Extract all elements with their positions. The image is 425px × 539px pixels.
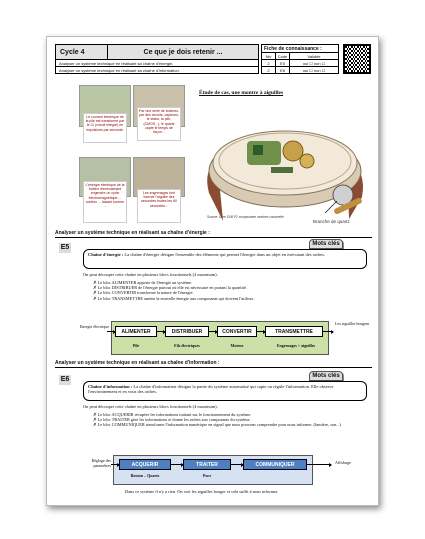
block-distribuer: DISTRIBUER (165, 326, 209, 337)
fiche-niv: 2 (262, 67, 276, 74)
label-engrenages: Engrenages + aiguilles (276, 343, 316, 348)
definition-chaine-energie (83, 249, 367, 269)
section-energie-title (55, 230, 372, 238)
fiche-code: E6 (276, 67, 290, 74)
photo-collage (79, 85, 185, 227)
fiche-row (262, 67, 338, 74)
label-moteur: Moteur (230, 343, 244, 348)
block-communiquer: COMMUNIQUER (243, 459, 307, 470)
arrow-right-icon (231, 464, 243, 465)
list-item: ✗ Le bloc CONVERTIR transforme la nature de l'énergie. (93, 290, 194, 296)
note-pile: Le courant électrique de la pile est transformé par le CI (circuit intégré) en impulsions par seconde. (83, 113, 127, 143)
chain-energy-output: Les aiguilles bougent (335, 321, 370, 326)
arrow-right-icon (257, 331, 265, 332)
arrow-right-icon (111, 464, 119, 465)
e5-intro: On peut découper cette chaîne en plusieurs blocs fonctionnels (4 maximum). (83, 272, 218, 277)
chain-info-input: Réglage des paramètres (91, 458, 111, 468)
e6-footer: Dans ce système il n'y a rien. On voit les aiguilles bouger et cela suffit à nous informer. (125, 489, 279, 494)
document-sheet (46, 36, 379, 506)
list-item: ✗ Le bloc DISTRIBUER de l'énergie partout où elle est nécessaire en portant la quantité. (93, 285, 247, 291)
fiche-title: Fiche de connaissance : (262, 45, 338, 53)
block-alimenter: ALIMENTER (115, 326, 157, 337)
section-energie-label: Analyser un système technique en réalisant sa chaîne d'énergie : (55, 230, 210, 236)
bullet-text: Le bloc CONVERTIR transforme la nature de l'énergie. (97, 290, 194, 296)
fiche-row (262, 60, 338, 67)
etude-title: Étude de cas, une montre à aiguilles (199, 90, 284, 96)
label-puce: Puce (202, 473, 212, 478)
bullet-text: Le bloc TRAITER gère les informations et donne les ordres aux composants du système. (97, 417, 251, 423)
block-acquerir: ACQUERIR (119, 459, 171, 470)
image-source: Source: Livre SVB P2 composante montres casserelle (207, 215, 284, 219)
fiche-niv: 2 (262, 60, 276, 66)
chain-energy-input: Energie électrique (79, 324, 109, 329)
definition-text: La chaîne d'énergie désigne l'ensemble des éléments qui permet l'énergie dans un objet en exécutant des ordres. (124, 252, 325, 257)
objective-1: Analyser un système technique en réalisant sa chaîne d'énergie. (55, 60, 259, 67)
fiche-col-validee: Validée (307, 54, 321, 59)
label-fils: Fils électriques (174, 343, 200, 348)
page-title: Ce que je dois retenir ... (143, 48, 223, 56)
arrow-right-icon (157, 331, 165, 332)
objective-2: Analyser un système technique en réalisant sa chaîne d'information. (55, 67, 259, 74)
list-item: ✗ Le bloc TRAITER gère les informations et donne les ordres aux composants du système. (93, 417, 251, 423)
definition-text: La chaîne d'information désigne la partie du système automatisé qui capte ou régule l'information. Elle observe l'environnement et en vous des ordres. (88, 384, 334, 395)
e6-bullets (93, 412, 369, 428)
bullet-text: Le bloc TRANSMETTRE amène la nouvelle énergie aux composants qui doivent l'utiliser. (97, 295, 254, 301)
list-item: ✗ Le bloc COMMUNIQUER transforme l'information numérique en signal que nous pouvons comprendre pour nous informer. (lumière, son...) (93, 422, 341, 428)
list-item: ✗ Le bloc ALIMENTER apporte de l'énergie au système. (93, 280, 193, 285)
e5-mark: E5 (60, 244, 70, 251)
arrow-right-icon (323, 331, 333, 332)
fiche-col-niv: Niv (262, 53, 276, 59)
mots-cles-e5: Mots clés (309, 239, 343, 249)
fiche-header-row (262, 53, 338, 60)
arrow-right-icon (307, 464, 331, 465)
definition-chaine-information (83, 381, 367, 401)
section-divider (55, 237, 372, 238)
note-engrenages: Les engrenages font tourner l'aiguille des secondes toutes les 60 secondes... (137, 189, 181, 223)
label-pile: Pile (132, 343, 140, 348)
section-information-title (55, 360, 372, 368)
mots-cles-e6: Mots clés (309, 371, 343, 381)
header-title-bar (55, 44, 259, 60)
fiche-connaissance (261, 44, 339, 74)
bullet-text: Le bloc DISTRIBUER de l'énergie partout où elle est nécessaire en portant la quantité. (97, 285, 247, 291)
block-transmettre: TRANSMETTRE (265, 326, 323, 337)
chain-info-output: Affichage (335, 460, 351, 465)
arrow-right-icon (107, 331, 115, 332)
arrow-right-icon (171, 464, 183, 465)
block-convertir: CONVERTIR (217, 326, 257, 337)
e6-mark: E6 (60, 376, 70, 383)
fiche-valide[interactable]: oui ☐ non ☐ (302, 61, 326, 66)
arrow-right-icon (209, 331, 217, 332)
note-quartz: Par une série de bobines, par des circuits, capteurs, le stator, la pile, (CMOS...), le quartz capte le temps de façon... (137, 107, 181, 141)
definition-term: Chaîne d'énergie : (88, 252, 124, 257)
label-bouton-quartz: Bouton – Quartz (130, 473, 160, 478)
section-divider (55, 367, 372, 368)
section-information-label: Analyser un système technique en réalisant sa chaîne d'information : (55, 360, 220, 366)
definition-term: Chaîne d'information : (88, 384, 133, 389)
fiche-col-code: Code (276, 53, 290, 59)
e6-intro: On peut découper cette chaîne en plusieurs blocs fonctionnels (4 maximum). (83, 404, 218, 409)
bullet-text: Le bloc ALIMENTER apporte de l'énergie au système. (97, 280, 193, 285)
branche-label: Branche de quartz (313, 219, 350, 224)
list-item: ✗ Le bloc TRANSMETTRE amène la nouvelle énergie aux composants qui doivent l'utiliser. (93, 295, 254, 301)
block-traiter: TRAITER (183, 459, 231, 470)
qr-code-icon (343, 44, 371, 74)
cycle-label: Cycle 4 (56, 45, 108, 59)
fiche-code: E5 (276, 60, 290, 66)
watch-illustration (197, 101, 373, 227)
bullet-text: Le bloc COMMUNIQUER transforme l'information numérique en signal que nous pouvons comprendre pour nous informer. (lumière, son...) (97, 422, 341, 428)
e5-bullets (93, 280, 369, 301)
bullet-text: Le bloc ACQUERIR récupère les informations traitant sur le fonctionnement du système. (97, 412, 252, 417)
note-bobine: L'énergie électrique de la bobine électroaimant engendre un cycle électromagnétique ... continu ... faisant tourner ... (83, 181, 127, 223)
fiche-valide[interactable]: oui ☐ non ☐ (302, 68, 326, 73)
list-item: ✗ Le bloc ACQUERIR récupère les informations traitant sur le fonctionnement du système. (93, 412, 252, 417)
